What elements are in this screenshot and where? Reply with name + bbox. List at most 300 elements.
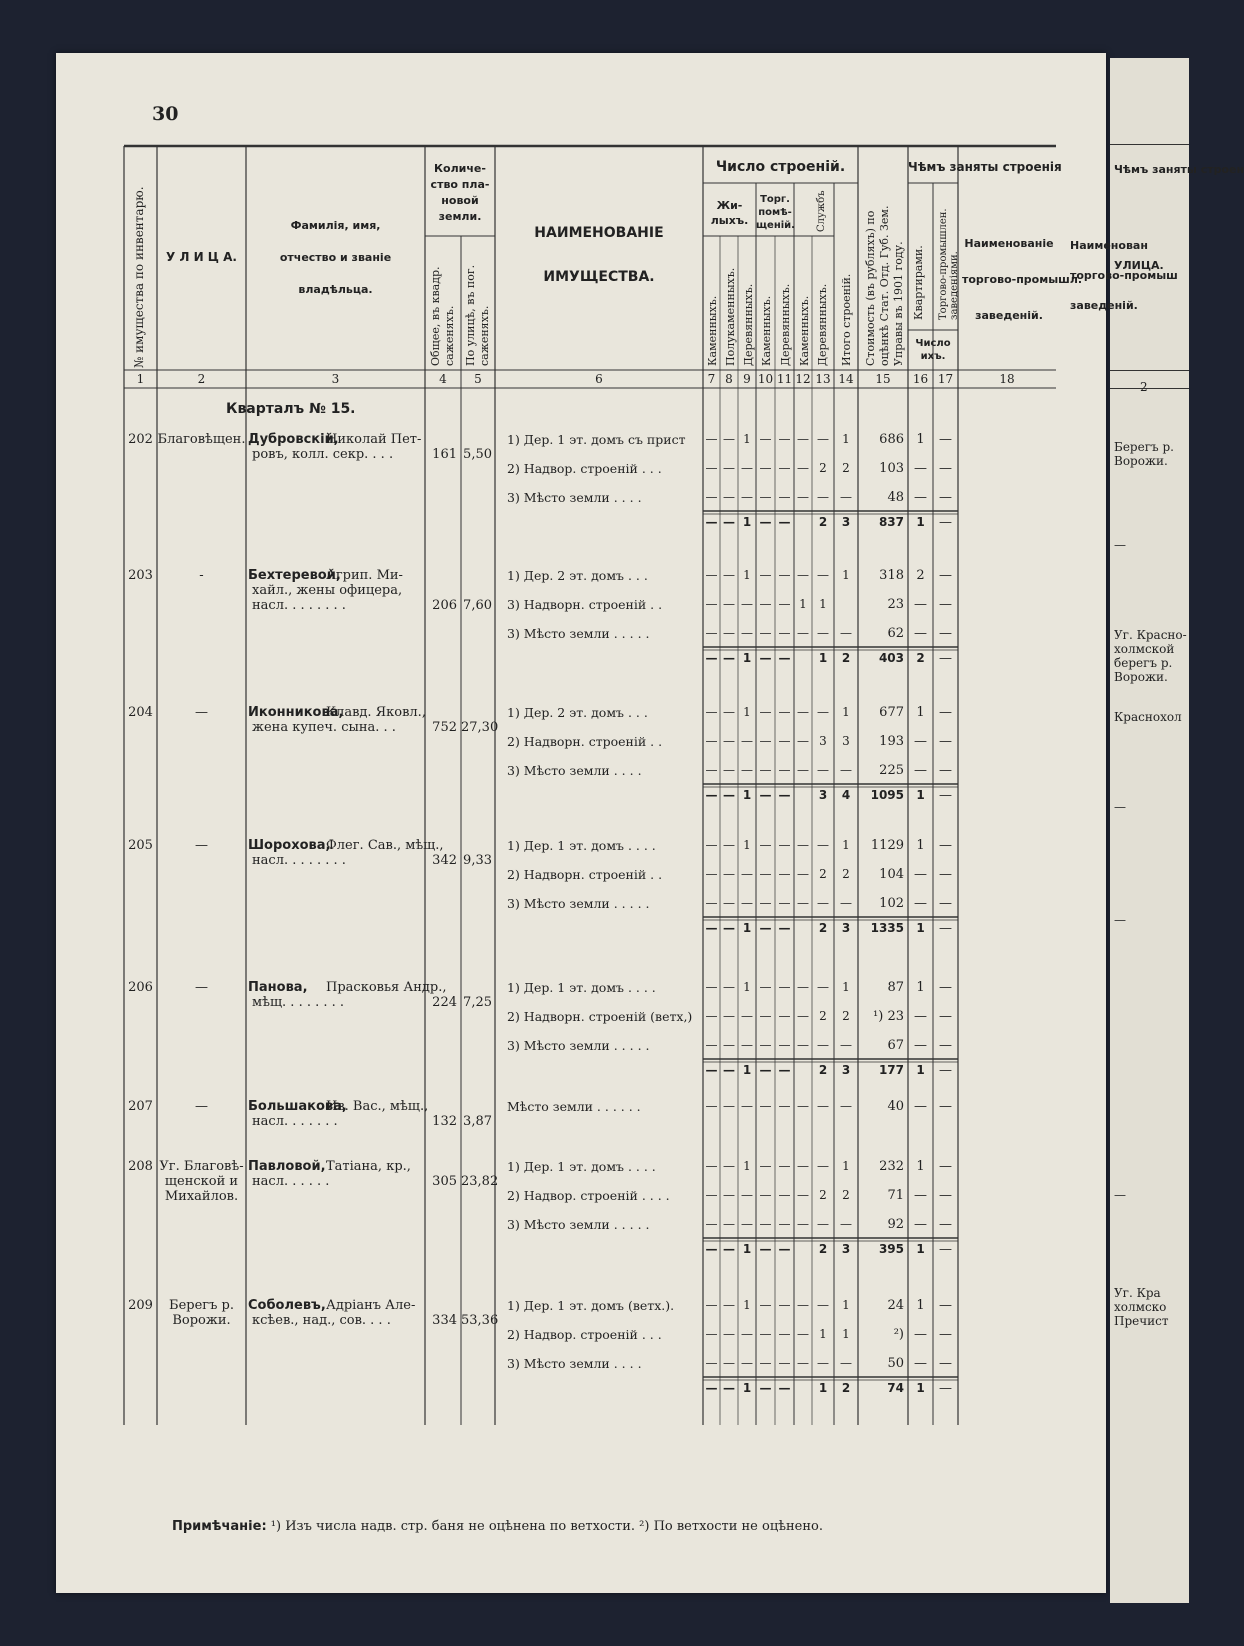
entry-building-count: — [741, 867, 753, 881]
entry-building-count: — [741, 1009, 753, 1023]
header-owner: владѣльца. [298, 283, 373, 296]
entry-cost: 23 [887, 597, 904, 612]
entry-inventory-no: 204 [128, 705, 153, 720]
entry-owner-details: Клавд. Яковл., [326, 705, 426, 720]
entry-owner-details: Ив. Вас., мѣщ., [326, 1099, 429, 1114]
header-stone: Каменныхъ. [706, 295, 719, 366]
entry-total-count: 2 [818, 1242, 828, 1256]
entry-total-count: 4 [841, 788, 851, 802]
entry-trade-count: — [939, 461, 952, 476]
entry-building-count: — [797, 1298, 809, 1312]
header-stone: Каменныхъ. [798, 295, 811, 366]
entry-total-count: 3 [841, 515, 851, 529]
entry-trade-count: — [939, 1009, 952, 1024]
entry-owner-name: Соболевъ, [248, 1298, 326, 1313]
column-number: 18 [999, 372, 1015, 386]
entry-total-count: — [778, 921, 791, 935]
entry-total-count: — [759, 921, 772, 935]
entry-total-count: — [705, 1381, 718, 1395]
header-property: ИМУЩЕСТВА. [543, 269, 655, 285]
next-page-column-number: 2 [1140, 380, 1148, 394]
entry-building-count: — [759, 1217, 772, 1231]
header-half-stone: Полукаменныхъ. [724, 267, 737, 366]
entry-street: — [195, 980, 208, 995]
entry-apartments: — [914, 1356, 927, 1371]
entry-building-count: — [705, 867, 718, 881]
entry-building-count: — [759, 1188, 772, 1202]
entry-trade-count: — [939, 1159, 952, 1174]
entry-building-count: — [705, 1009, 718, 1023]
entry-total-cost: 837 [878, 515, 904, 529]
entry-building-count: — [778, 763, 791, 777]
entry-building-count: — [817, 1159, 829, 1173]
entry-building-count: — [723, 432, 735, 446]
entry-building-count: 3 [819, 734, 827, 748]
entry-cost: 71 [887, 1188, 904, 1203]
entry-building-count: — [759, 734, 772, 748]
entry-building-count: — [741, 597, 753, 611]
entry-property-item: 3) Мѣсто земли . . . . [507, 490, 642, 505]
entry-total-count: 1 [742, 1381, 752, 1395]
entry-trade-count: — [939, 1356, 952, 1371]
entry-building-count: — [741, 734, 753, 748]
entry-total-apartments: 1 [916, 1242, 925, 1256]
section-title: Кварталъ № 15. [226, 401, 356, 417]
entry-trade-count: — [939, 1038, 952, 1053]
entry-total-count: — [723, 651, 735, 665]
entry-building-count: — [759, 597, 772, 611]
entry-building-count: — [778, 461, 791, 475]
entry-total-count: — [705, 515, 718, 529]
entry-property-item: 3) Мѣсто земли . . . . . [507, 1217, 650, 1232]
entry-area: 132 [432, 1114, 457, 1129]
entry-cost: 193 [879, 734, 904, 749]
header-cost: оцѣнкѣ Стат. Отд. Губ. Зем. [878, 205, 891, 366]
entry-total-apartments: 1 [916, 1063, 925, 1077]
entry-building-count: 1 [743, 705, 751, 719]
entry-area: 342 [432, 853, 457, 868]
entry-frontage: 9,33 [463, 853, 492, 868]
entry-building-count: 1 [842, 568, 850, 582]
entry-street: — [195, 838, 208, 853]
entry-building-count: — [723, 597, 735, 611]
entry-building-count: 1 [743, 1159, 751, 1173]
entry-total-apartments: 1 [916, 921, 925, 935]
entry-inventory-no: 205 [128, 838, 153, 853]
entry-area: 752 [432, 720, 457, 735]
next-page-header-name: торгово-промыш [1070, 269, 1178, 282]
entry-building-count: — [723, 1038, 735, 1052]
entry-total-count: 1 [818, 651, 828, 665]
column-number: 4 [439, 372, 447, 386]
entry-owner-details: насл. . . . . . . . [252, 598, 346, 613]
header-trade: щеній. [756, 220, 795, 231]
entry-owner-details: Николай Пет- [326, 432, 422, 447]
entry-total-cost: 403 [878, 651, 904, 665]
entry-building-count: — [741, 1038, 753, 1052]
entry-building-count: — [705, 838, 718, 852]
header-trade-name: торгово-промышл. [962, 273, 1083, 286]
entry-building-count: — [817, 1298, 829, 1312]
entry-building-count: — [723, 1159, 735, 1173]
column-number: 7 [707, 372, 716, 386]
entry-building-count: — [759, 763, 772, 777]
entry-area: 224 [432, 995, 457, 1010]
entry-building-count: 2 [842, 1188, 850, 1202]
entry-building-count: — [759, 1298, 772, 1312]
entry-cost: 40 [887, 1099, 904, 1114]
entry-building-count: 2 [819, 1188, 827, 1202]
entry-building-count: — [817, 1038, 829, 1052]
entry-building-count: — [778, 1099, 791, 1113]
column-number: 13 [815, 372, 831, 386]
entry-inventory-no: 209 [128, 1298, 153, 1313]
entry-apartments: 1 [916, 980, 925, 995]
entry-building-count: — [778, 1327, 791, 1341]
header-inventory-no: № имущества по инвентарю. [132, 186, 146, 368]
entry-total-count: — [778, 515, 791, 529]
entry-trade-count: — [939, 1099, 952, 1114]
next-page-street: Уг. Кра [1114, 1286, 1161, 1300]
footnote [172, 1519, 823, 1534]
entry-building-count: — [797, 1356, 809, 1370]
entry-building-count: 3 [842, 734, 850, 748]
entry-apartments: — [914, 1038, 927, 1053]
entry-building-count: — [797, 568, 809, 582]
entry-owner-details: Прасковья Андр., [326, 980, 447, 995]
entry-total-count: — [759, 1242, 772, 1256]
entry-frontage: 7,60 [463, 598, 492, 613]
entry-building-count: 1 [819, 597, 827, 611]
entry-building-count: — [778, 734, 791, 748]
header-wooden: Деревянныхъ. [816, 283, 829, 366]
entry-property-item: 2) Надворн. строеній . . [507, 734, 663, 749]
entry-frontage: 27,30 [461, 720, 499, 735]
entry-property-item: 2) Надворн. строеній . . [507, 867, 663, 882]
entry-total-count: — [723, 1242, 735, 1256]
footnote-label: Примѣчаніе: [172, 1519, 267, 1534]
entry-owner-name: Шорохова, [248, 838, 331, 853]
entry-building-count: — [723, 838, 735, 852]
entry-total-count: 2 [818, 515, 828, 529]
entry-building-count: 1 [819, 1327, 827, 1341]
entry-total-apartments: 2 [916, 651, 925, 665]
entry-trade-count: — [939, 763, 952, 778]
column-number: 6 [595, 372, 603, 386]
next-page-street: Краснохол [1114, 710, 1182, 724]
entry-building-count: 1 [743, 980, 751, 994]
next-page-street: Уг. Красно- [1114, 628, 1187, 642]
header-trade-industrial: Торгово-промышлен. [938, 208, 949, 320]
header-apartments: Квартирами. [912, 245, 925, 320]
entry-building-count: — [759, 432, 772, 446]
entry-building-count: — [778, 1159, 791, 1173]
entry-building-count: — [723, 1188, 735, 1202]
entry-cost: ²) [893, 1327, 904, 1342]
next-page-header-name: заведеній. [1070, 299, 1138, 312]
entry-total-count: 3 [841, 1242, 851, 1256]
entry-building-count: — [840, 1356, 852, 1370]
entry-building-count: — [778, 1038, 791, 1052]
entry-owner-details: насл. . . . . . [252, 1174, 330, 1189]
entry-total-trade: — [939, 1381, 952, 1396]
entry-inventory-no: 202 [128, 432, 153, 447]
entry-total-count: 2 [818, 921, 828, 935]
entry-building-count: 1 [842, 705, 850, 719]
entry-building-count: 2 [819, 461, 827, 475]
column-number: 14 [838, 372, 854, 386]
entry-street: — [195, 705, 208, 720]
entry-building-count: — [723, 1217, 735, 1231]
entry-frontage: 23,82 [461, 1174, 499, 1189]
next-page-street: холмско [1114, 1300, 1167, 1314]
entry-cost: 87 [887, 980, 904, 995]
entry-trade-count: — [939, 734, 952, 749]
entry-building-count: — [759, 1009, 772, 1023]
next-page-header-occupied: Чѣмъ заняты строен [1114, 163, 1244, 176]
entry-total-count: — [705, 1242, 718, 1256]
entry-total-count: 3 [841, 1063, 851, 1077]
entry-property-item: 1) Дер. 1 эт. домъ съ прист [507, 432, 686, 447]
entry-owner-details: Татіана, кр., [326, 1159, 411, 1174]
entry-area: 206 [432, 598, 457, 613]
entry-building-count: — [741, 1327, 753, 1341]
entry-building-count: — [778, 705, 791, 719]
entry-trade-count: — [939, 705, 952, 720]
entry-building-count: — [797, 1038, 809, 1052]
header-owner: Фамилія, имя, [290, 219, 381, 232]
entry-total-cost: 1095 [870, 788, 904, 802]
entry-street: Благовѣщен. [157, 432, 246, 447]
entry-building-count: — [797, 1327, 809, 1341]
entry-property-item: 2) Надвор. строеній . . . [507, 1327, 662, 1342]
entry-total-apartments: 1 [916, 1381, 925, 1395]
header-cost: Управы въ 1901 году. [892, 241, 905, 366]
next-page-header-name: Наименован [1070, 239, 1148, 252]
entry-property-item: 3) Мѣсто земли . . . . . [507, 896, 650, 911]
entry-inventory-no: 208 [128, 1159, 153, 1174]
entry-building-count: — [741, 1356, 753, 1370]
entry-cost: 62 [887, 626, 904, 641]
entry-trade-count: — [939, 432, 952, 447]
entry-building-count: — [741, 626, 753, 640]
next-page-header-street: УЛИЦА. [1114, 259, 1164, 272]
header-service: Службъ [816, 190, 827, 232]
entry-building-count: — [797, 1009, 809, 1023]
entry-building-count: — [723, 763, 735, 777]
entry-building-count: 1 [842, 980, 850, 994]
entry-total-trade: — [939, 921, 952, 936]
header-land-qty: земли. [438, 210, 482, 223]
header-residential: лыхъ. [710, 214, 749, 227]
header-land-front: По улицѣ, въ пог. [464, 264, 477, 366]
entry-property-item: 1) Дер. 1 эт. домъ . . . . [507, 1159, 656, 1174]
entry-owner-details: жена купеч. сына. . . [252, 720, 396, 735]
entry-cost: 50 [887, 1356, 904, 1371]
entry-total-apartments: 1 [916, 788, 925, 802]
entry-apartments: 1 [916, 432, 925, 447]
page-number: 30 [152, 103, 179, 125]
entry-apartments: — [914, 597, 927, 612]
entry-building-count: — [705, 432, 718, 446]
entry-building-count: — [817, 626, 829, 640]
entry-total-cost: 74 [887, 1381, 904, 1395]
entry-total-trade: — [939, 1063, 952, 1078]
entry-total-count: — [759, 1063, 772, 1077]
entry-owner-details: мѣщ. . . . . . . . [252, 995, 345, 1010]
header-wooden: Деревянныхъ. [742, 283, 755, 366]
entry-building-count: — [741, 490, 753, 504]
entry-building-count: — [797, 490, 809, 504]
entry-building-count: — [741, 1099, 753, 1113]
entry-building-count: — [817, 896, 829, 910]
entry-total-count: — [759, 515, 772, 529]
header-land-total: саженяхъ. [443, 305, 456, 366]
entry-building-count: — [817, 763, 829, 777]
entry-building-count: — [778, 1009, 791, 1023]
header-residential: Жи- [716, 199, 743, 212]
entry-building-count: — [778, 896, 791, 910]
entry-cost: 102 [879, 896, 904, 911]
entry-trade-count: — [939, 1188, 952, 1203]
column-number: 15 [875, 372, 891, 386]
entry-building-count: 1 [743, 838, 751, 852]
entry-building-count: — [797, 763, 809, 777]
entry-building-count: — [817, 838, 829, 852]
entry-frontage: 53,36 [461, 1313, 499, 1328]
entry-property-item: 1) Дер. 1 эт. домъ (ветх.). [507, 1298, 675, 1313]
entry-owner-name: Бехтеревой, [248, 568, 341, 583]
entry-total-count: 3 [818, 788, 828, 802]
entry-building-count: — [817, 490, 829, 504]
next-page-street: — [1114, 800, 1126, 814]
entry-building-count: — [759, 980, 772, 994]
next-page-street: — [1114, 913, 1126, 927]
entry-property-item: 2) Надворн. строеній (ветх,) [507, 1009, 693, 1024]
entry-total-trade: — [939, 651, 952, 666]
entry-total-count: — [723, 1381, 735, 1395]
entry-total-count: 2 [818, 1063, 828, 1077]
entry-frontage: 5,50 [463, 447, 492, 462]
entry-cost: 677 [879, 705, 904, 720]
entry-building-count: — [797, 432, 809, 446]
entry-building-count: — [840, 1217, 852, 1231]
entry-building-count: — [759, 1327, 772, 1341]
entry-building-count: — [817, 980, 829, 994]
entry-building-count: — [723, 568, 735, 582]
entry-building-count: — [759, 1038, 772, 1052]
entry-building-count: — [759, 626, 772, 640]
entry-building-count: — [778, 626, 791, 640]
entry-street: - [199, 568, 204, 583]
entry-property-item: 2) Надвор. строеній . . . . [507, 1188, 670, 1203]
entry-building-count: 2 [819, 867, 827, 881]
entry-building-count: — [778, 490, 791, 504]
entry-apartments: 1 [916, 705, 925, 720]
entry-total-count: — [723, 921, 735, 935]
header-trade-name: Наименованіе [964, 237, 1054, 250]
entry-building-count: — [705, 980, 718, 994]
entry-building-count: — [817, 1099, 829, 1113]
entry-owner-details: насл. . . . . . . . [252, 853, 346, 868]
entry-apartments: — [914, 461, 927, 476]
entry-total-trade: — [939, 1242, 952, 1257]
entry-cost: 1129 [870, 838, 904, 853]
next-page-street: Берегъ р. [1114, 440, 1174, 454]
entry-cost: 67 [887, 1038, 904, 1053]
column-number: 10 [757, 372, 774, 386]
entry-building-count: — [797, 626, 809, 640]
entry-total-count: 2 [841, 1381, 851, 1395]
entry-property-item: 1) Дер. 1 эт. домъ . . . . [507, 838, 656, 853]
entry-building-count: — [705, 1159, 718, 1173]
entry-building-count: 2 [842, 461, 850, 475]
entry-building-count: — [705, 597, 718, 611]
entry-building-count: — [723, 1009, 735, 1023]
entry-apartments: — [914, 1327, 927, 1342]
entry-building-count: — [797, 1188, 809, 1202]
entry-cost: 686 [879, 432, 904, 447]
entry-cost: 104 [879, 867, 904, 882]
next-page-street: холмской [1114, 642, 1175, 656]
entry-total-apartments: 1 [916, 515, 925, 529]
next-page-street: Ворожи. [1114, 454, 1168, 468]
entry-building-count: — [797, 980, 809, 994]
entry-total-cost: 177 [878, 1063, 904, 1077]
entry-property-item: 3) Мѣсто земли . . . . [507, 763, 642, 778]
entry-building-count: — [723, 980, 735, 994]
entry-building-count: — [759, 568, 772, 582]
header-land-qty: ство пла- [430, 178, 490, 191]
column-number: 8 [725, 372, 733, 386]
entry-total-count: 1 [742, 1063, 752, 1077]
entry-owner-details: ровъ, колл. секр. . . . [252, 447, 394, 462]
entry-building-count: — [723, 705, 735, 719]
entry-building-count: — [759, 896, 772, 910]
entry-building-count: — [723, 461, 735, 475]
entry-cost: ¹) 23 [873, 1009, 904, 1024]
entry-total-count: 1 [742, 788, 752, 802]
entry-building-count: — [778, 1298, 791, 1312]
header-wooden: Деревянныхъ. [779, 283, 792, 366]
entry-total-count: — [723, 788, 735, 802]
entry-owner-name: Иконникова, [248, 705, 344, 720]
entry-owner-details: ксѣев., над., сов. . . . [252, 1313, 391, 1328]
entry-area: 334 [432, 1313, 457, 1328]
entry-total-count: — [705, 788, 718, 802]
entry-building-count: — [723, 1327, 735, 1341]
entry-building-count: — [723, 896, 735, 910]
entry-cost: 318 [879, 568, 904, 583]
entry-property-item: 3) Мѣсто земли . . . . . [507, 1038, 650, 1053]
entry-building-count: — [723, 867, 735, 881]
entry-building-count: — [840, 626, 852, 640]
entry-building-count: — [705, 763, 718, 777]
entry-building-count: — [741, 763, 753, 777]
column-number: 2 [197, 372, 206, 386]
entry-total-count: — [778, 788, 791, 802]
entry-cost: 48 [887, 490, 904, 505]
entry-building-count: — [797, 867, 809, 881]
entry-building-count: — [759, 705, 772, 719]
entry-building-count: — [705, 461, 718, 475]
entry-apartments: — [914, 1099, 927, 1114]
entry-building-count: — [759, 1159, 772, 1173]
entry-apartments: 1 [916, 1298, 925, 1313]
header-trade-industrial: заведеніями. [949, 251, 960, 320]
footnote-text: ¹) Изъ числа надв. стр. баня не оцѣнена по ветхости. ²) По ветхости не оцѣнено. [270, 1519, 823, 1534]
entry-building-count: — [759, 867, 772, 881]
